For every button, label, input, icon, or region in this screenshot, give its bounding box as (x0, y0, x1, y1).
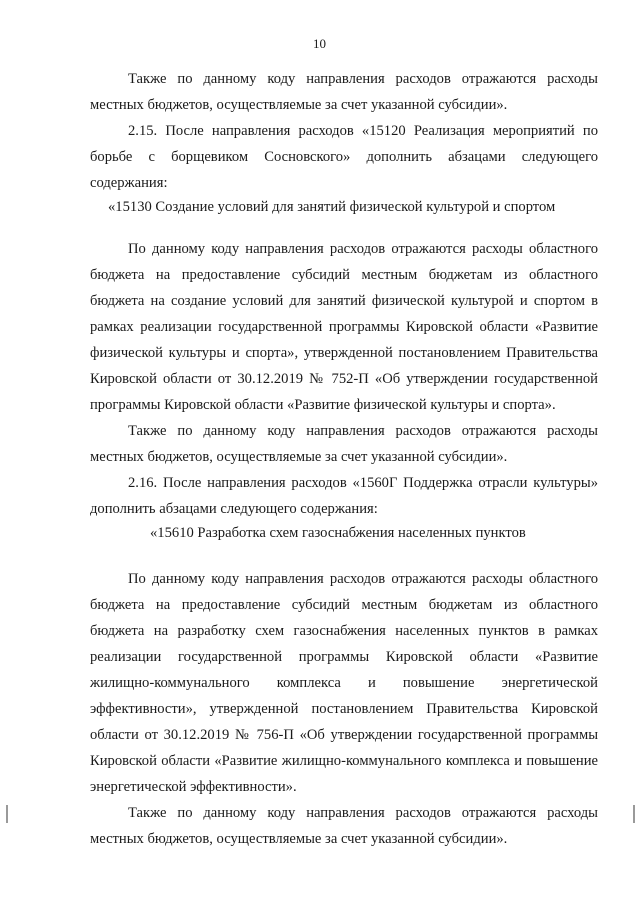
paragraph-2-15: 2.15. После направления расходов «15120 Реализация мероприятий по борьбе с борщевиком Сосновского» дополнить абзацами следующего содержания: (90, 123, 598, 191)
scan-mark-right (633, 805, 635, 823)
paragraph-subsidy-note-1: Также по данному коду направления расходов отражаются расходы местных бюджетов, осуществляемые за счет указанной субсидии». (90, 71, 598, 113)
heading-15610: «15610 Разработка схем газоснабжения населенных пунктов (150, 525, 526, 541)
paragraph-2-16: 2.16. После направления расходов «1560Г Поддержка отрасли культуры» дополнить абзацами следующего содержания: (90, 475, 598, 517)
paragraph-15130-description: По данному коду направления расходов отражаются расходы областного бюджета на предоставление субсидий местным бюджетам из областного бюджета на создание условий для занятий физической культурой и спортом в рамках реализации государственной программы Кировской области «Развитие физической культуры и спорта», утвержденной постановлением Правительства Кировской области от 30.12.2019 № 752-П «Об утверждении государственной программы Кировской области «Развитие физической культуры и спорта». (90, 241, 598, 413)
paragraph-subsidy-note-3: Также по данному коду направления расходов отражаются расходы местных бюджетов, осуществляемые за счет указанной субсидии». (90, 805, 598, 847)
paragraph-15610-description: По данному коду направления расходов отражаются расходы областного бюджета на предоставление субсидий местным бюджетам из областного бюджета на разработку схем газоснабжения населенных пунктов в рамках реализации государственной программы Кировской области «Развитие жилищно-коммунального комплекса и повышение энергетической эффективности», утвержденной постановлением Правительства Кировской области от 30.12.2019 № 756-П «Об утверждении государственной программы Кировской области «Развитие жилищно-коммунального комплекса и повышение энергетической эффективности». (90, 571, 598, 795)
page-number: 10 (313, 36, 326, 51)
paragraph-subsidy-note-2: Также по данному коду направления расходов отражаются расходы местных бюджетов, осуществляемые за счет указанной субсидии». (90, 423, 598, 465)
heading-15130: «15130 Создание условий для занятий физической культурой и спортом (108, 199, 556, 215)
scan-mark-left (6, 805, 8, 823)
